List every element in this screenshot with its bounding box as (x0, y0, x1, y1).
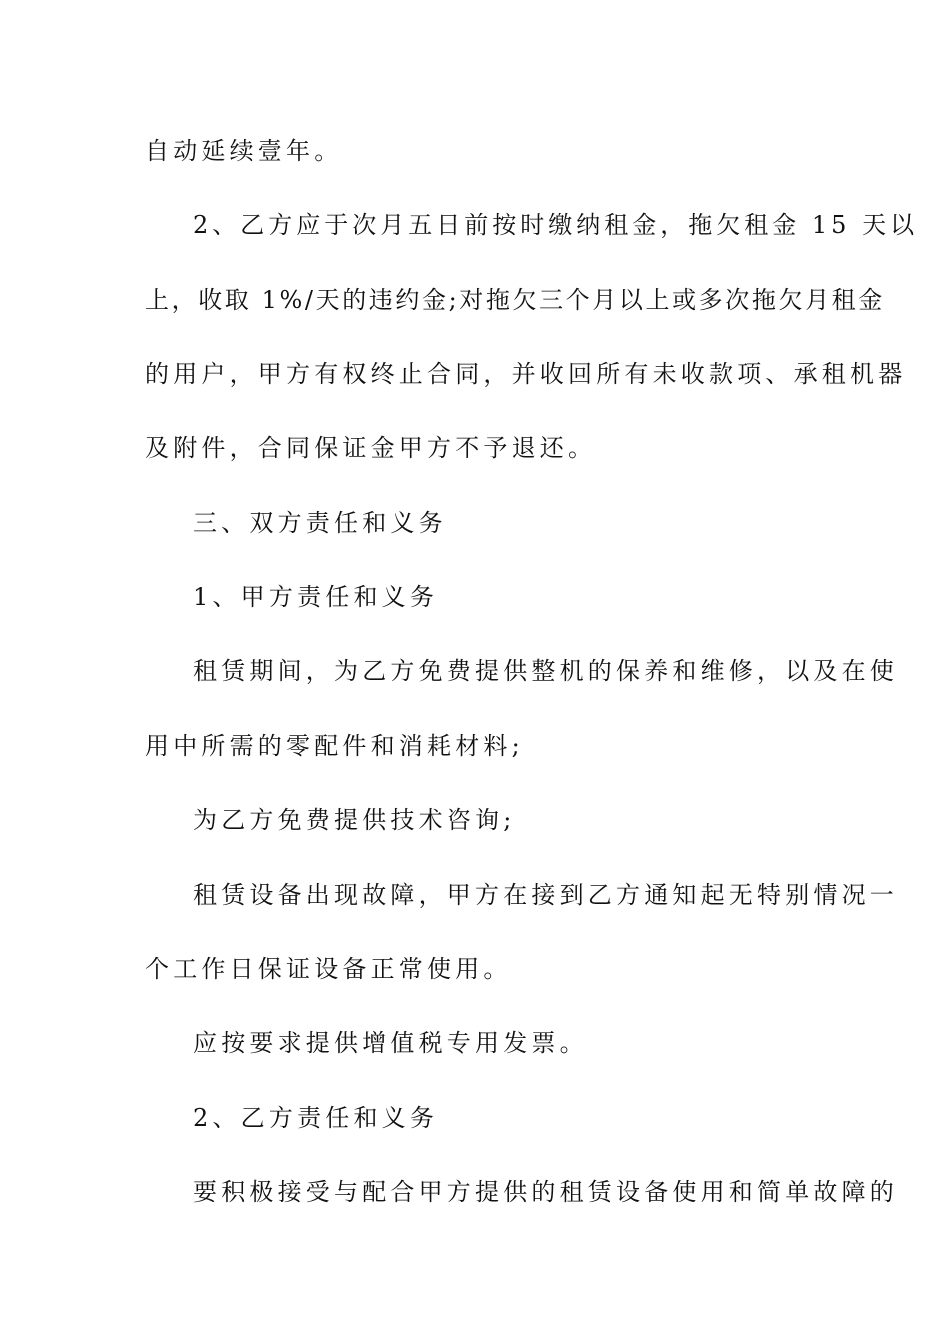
text-line: 上，收取 1%/天的违约金;对拖欠三个月以上或多次拖欠月租金 (145, 286, 885, 314)
text-line: 自动延续壹年。 (145, 137, 343, 165)
text-line: 用中所需的零配件和消耗材料; (145, 732, 524, 760)
subsection-heading: 1、甲方责任和义务 (193, 583, 439, 611)
text-line: 要积极接受与配合甲方提供的租赁设备使用和简单故障的 (193, 1178, 898, 1206)
text-line: 的用户，甲方有权终止合同，并收回所有未收款项、承租机器 (145, 360, 907, 388)
text-line: 个工作日保证设备正常使用。 (145, 955, 512, 983)
text-line: 租赁设备出现故障，甲方在接到乙方通知起无特别情况一 (193, 881, 898, 909)
text-line: 及附件，合同保证金甲方不予退还。 (145, 434, 597, 462)
text-line: 应按要求提供增值税专用发票。 (193, 1029, 588, 1057)
text-line: 2、乙方应于次月五日前按时缴纳租金，拖欠租金 15 天以 (193, 211, 919, 239)
text-line: 租赁期间，为乙方免费提供整机的保养和维修，以及在使 (193, 657, 898, 685)
text-line: 为乙方免费提供技术咨询; (193, 806, 516, 834)
subsection-heading: 2、乙方责任和义务 (193, 1104, 439, 1132)
section-heading: 三、双方责任和义务 (193, 509, 447, 537)
